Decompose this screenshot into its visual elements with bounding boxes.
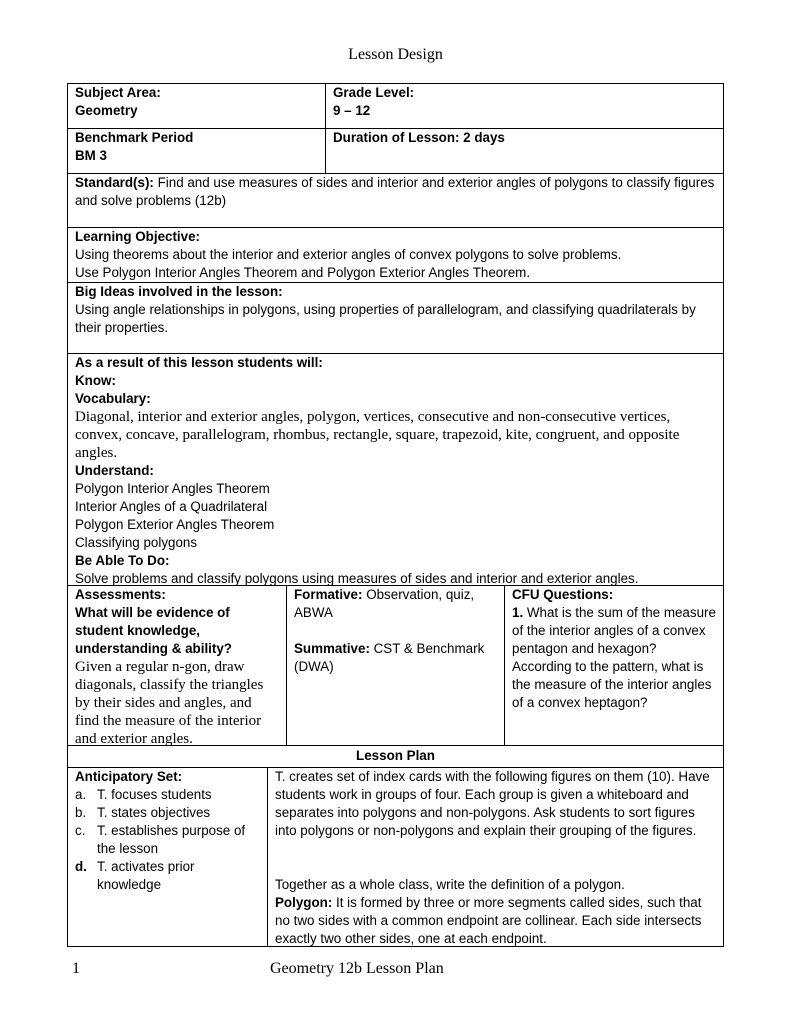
summative-label: Summative: [294,641,370,656]
cfu-label: CFU Questions: [512,587,614,602]
learning-objective-label: Learning Objective: [75,229,201,244]
grade-level-cell [326,83,723,121]
understand-item: Polygon Exterior Angles Theorem [75,517,275,532]
list-item: a. T. focuses students [75,787,212,802]
anticipatory-set-label: Anticipatory Set: [75,769,183,784]
polygon-definition: It is formed by three or more segments called sides, such that no two sides with a common endpoint are collinear. Each side intersects exactly two other sides, one at each endpoint. [275,895,702,946]
cfu-text: What is the sum of the measure of the interior angles of a convex pentagon and hexagon? According to the pattern, what is the measure of the interior angles of a convex heptagon? [512,605,716,710]
list-item: c. T. establishes purpose of the lesson [75,823,246,856]
formative-cell [287,585,504,677]
cfu-cell [505,585,723,713]
page-number: 1 [72,960,80,977]
lesson-plan-heading: Lesson Plan [356,748,435,763]
list-item: b. T. states objectives [75,805,211,820]
page-title: Lesson Design [348,46,443,63]
learning-objective-cell [68,227,723,283]
summative-text: CST & Benchmark (DWA) [294,641,485,674]
assessments-text: Given a regular n-gon, draw diagonals, classify the triangles by their sides and angles, and find the measure of the interior and exterior angles. [75,659,264,747]
lesson-outcomes-cell [68,353,723,589]
list-item: d. T. activates prior knowledge [75,859,195,892]
footer-title: Geometry 12b Lesson Plan [270,960,444,977]
anticipatory-set-text: T. creates set of index cards with the following figures on them (10). Have students work in groups of four. Each group is given a whiteboard and separates into polygons and non-polygons. Ask students to sort figures into polygons or non-polygons and explain their grouping of the figures. [275,769,710,838]
understand-item: Classifying polygons [75,535,198,550]
understand-item: Interior Angles of a Quadrilateral [75,499,268,514]
be-able-to-do-text: Solve problems and classify polygons using measures of sides and interior and exterior angles. [75,571,639,586]
grade-level-label: Grade Level: [333,85,415,100]
cfu-number: 1. [512,605,524,620]
subject-area-value: Geometry [75,103,138,118]
standards-label: Standard(s): [75,175,154,190]
subject-area-label: Subject Area: [75,85,161,100]
big-ideas-text: Using angle relationships in polygons, using properties of parallelogram, and classifying quadrilaterals by their properties. [75,302,696,335]
big-ideas-cell [68,282,723,338]
formative-text: Observation, quiz, ABWA [294,587,475,620]
understand-label: Understand: [75,463,154,478]
assessments-label: Assessments: [75,587,166,602]
benchmark-label: Benchmark Period [75,130,194,145]
big-ideas-label: Big Ideas involved in the lesson: [75,284,283,299]
duration-cell [326,128,723,148]
standards-text: Find and use measures of sides and interior and exterior angles of polygons to classify figures and solve problems (12b) [75,175,715,208]
anticipatory-set-body [268,767,723,949]
outcomes-heading: As a result of this lesson students will: [75,355,323,370]
benchmark-value: BM 3 [75,148,107,163]
anticipatory-set-cell [68,767,267,895]
whole-class-text: Together as a whole class, write the definition of a polygon. [275,877,625,892]
polygon-label: Polygon: [275,895,333,910]
know-label: Know: [75,373,116,388]
benchmark-cell [68,128,325,166]
duration-label: Duration of Lesson: 2 days [333,130,505,145]
assessments-question: What will be evidence of student knowledge, understanding & ability? [75,605,232,656]
standards-cell [68,173,723,211]
formative-label: Formative: [294,587,363,602]
assessments-cell [68,585,286,749]
vocabulary-text: Diagonal, interior and exterior angles, polygon, vertices, consecutive and non-consecutive vertices, convex, concave, parallelogram, rhombus, rectangle, square, trapezoid, kite, congruent, and opposite angles. [75,409,680,461]
grade-level-value: 9 – 12 [333,103,371,118]
learning-objective-line: Using theorems about the interior and exterior angles of convex polygons to solve problems. [75,247,622,262]
be-able-to-do-label: Be Able To Do: [75,553,170,568]
vocabulary-label: Vocabulary: [75,391,151,406]
understand-item: Polygon Interior Angles Theorem [75,481,270,496]
subject-area-cell [68,83,325,121]
learning-objective-line: Use Polygon Interior Angles Theorem and Polygon Exterior Angles Theorem. [75,265,531,280]
